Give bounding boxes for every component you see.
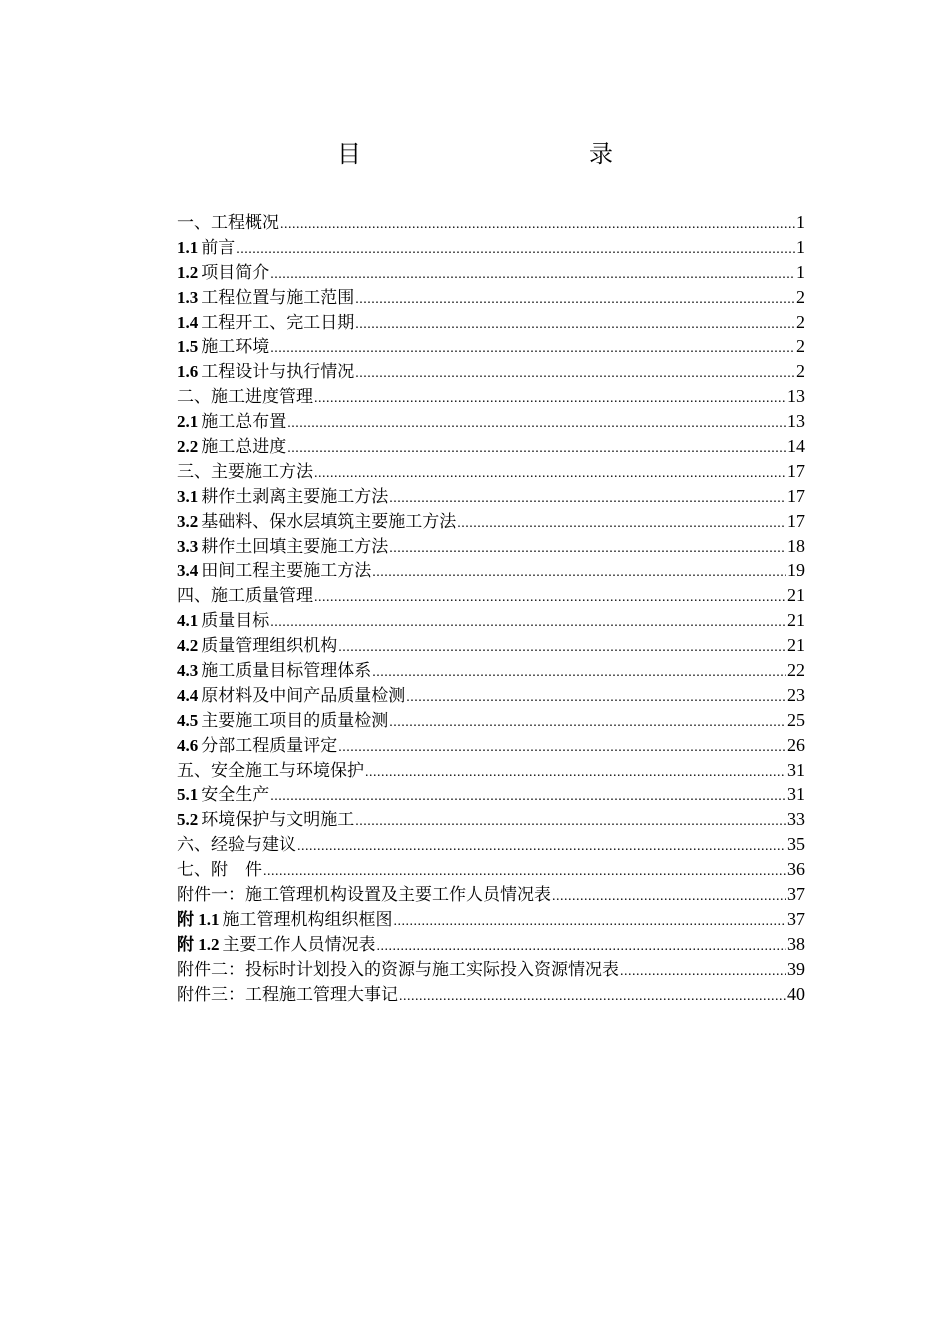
toc-dot-leader	[338, 636, 786, 661]
toc-entry-number: 4.3	[177, 661, 199, 681]
toc-entry-label: 二、施工进度管理	[177, 387, 313, 408]
toc-dot-leader	[263, 860, 786, 885]
toc-entry[interactable]	[177, 434, 805, 459]
toc-dot-leader	[355, 362, 795, 387]
toc-page-number: 1	[796, 261, 805, 282]
toc-entry-label: 主要工作人员情况表	[222, 934, 376, 955]
toc-page-number: 33	[787, 809, 805, 830]
toc-dot-leader	[389, 487, 786, 512]
toc-page-number: 17	[787, 460, 805, 481]
toc-dot-leader	[270, 785, 786, 810]
toc-dot-leader	[355, 288, 795, 313]
toc-entry[interactable]	[177, 359, 805, 384]
toc-entry-label: 工程开工、完工日期	[201, 312, 355, 333]
toc-entry-label: 一、工程概况	[177, 213, 279, 233]
toc-page-number: 39	[787, 958, 805, 979]
toc-entry[interactable]	[177, 459, 805, 484]
toc-dot-leader	[389, 711, 786, 736]
toc-entry[interactable]	[177, 534, 805, 559]
toc-entry-label: 原材料及中间产品质量检测	[201, 685, 406, 706]
toc-dot-leader	[372, 561, 786, 586]
toc-entry[interactable]	[177, 683, 805, 708]
toc-entry[interactable]	[177, 957, 805, 982]
toc-entry-number: 3.2	[177, 511, 199, 531]
toc-page-number: 25	[787, 709, 805, 730]
toc-dot-leader	[389, 537, 786, 562]
toc-entry-number: 2.2	[177, 437, 199, 457]
toc-entry-label: 工程位置与施工范围	[201, 287, 355, 308]
toc-page-number: 37	[787, 884, 805, 905]
toc-dot-leader	[365, 761, 786, 786]
toc-entry[interactable]	[177, 832, 805, 857]
toc-entry-number: 2.1	[177, 412, 199, 432]
toc-entry-number: 1.5	[177, 337, 199, 357]
toc-entry-label: 主要施工项目的质量检测	[201, 710, 389, 731]
toc-entry[interactable]	[177, 558, 805, 583]
toc-page-number: 38	[787, 933, 805, 954]
toc-dot-leader	[270, 611, 786, 636]
toc-dot-leader	[620, 960, 786, 985]
toc-entry-label: 附件二：投标时计划投入的资源与施工实际投入资源情况表	[177, 959, 619, 980]
toc-entry[interactable]	[177, 334, 805, 359]
toc-entry[interactable]	[177, 882, 805, 907]
toc-entry-number: 1.2	[177, 262, 199, 282]
toc-entry-label: 质量管理组织机构	[201, 636, 338, 657]
toc-dot-leader	[314, 462, 786, 487]
toc-entry[interactable]	[177, 857, 805, 882]
toc-page-number: 18	[787, 535, 805, 556]
toc-dot-leader	[552, 885, 786, 910]
toc-page-number: 36	[787, 859, 805, 880]
toc-entry-number: 附 1.1	[177, 909, 220, 929]
toc-entry-label: 施工总布置	[201, 412, 287, 433]
toc-entry-number: 3.3	[177, 536, 199, 556]
toc-entry[interactable]	[177, 310, 805, 335]
toc-dot-leader	[406, 686, 786, 711]
toc-entry[interactable]	[177, 583, 805, 608]
toc-entry-label: 质量目标	[201, 611, 270, 632]
toc-page-number: 23	[787, 684, 805, 705]
toc-page-number: 17	[787, 485, 805, 506]
toc-entry-number: 5.2	[177, 810, 199, 830]
toc-dot-leader	[287, 437, 786, 462]
toc-dot-leader	[314, 586, 786, 611]
toc-entry-number: 5.1	[177, 785, 199, 805]
toc-entry-label: 附件一：施工管理机构设置及主要工作人员情况表	[177, 885, 551, 906]
toc-dot-leader	[236, 238, 795, 263]
toc-entry-label: 田间工程主要施工方法	[201, 561, 372, 582]
toc-entry[interactable]	[177, 982, 805, 1007]
toc-entry-number: 3.1	[177, 486, 199, 506]
toc-entry-label: 项目简介	[201, 262, 270, 283]
toc-entry-number: 4.1	[177, 611, 199, 631]
toc-entry-label: 施工总进度	[201, 437, 287, 458]
toc-entry-number: 4.4	[177, 685, 199, 705]
toc-entry-label: 施工环境	[201, 337, 270, 358]
toc-entry[interactable]	[177, 509, 805, 534]
toc-entry-number: 1.4	[177, 312, 199, 332]
toc-entry-number: 4.5	[177, 710, 199, 730]
toc-dot-leader	[394, 910, 787, 935]
toc-page-number: 13	[787, 386, 805, 407]
toc-entry-label: 附件三：工程施工管理大事记	[177, 984, 398, 1005]
table-of-contents	[177, 210, 805, 1007]
toc-entry-label: 前言	[201, 237, 236, 258]
toc-entry[interactable]	[177, 758, 805, 783]
toc-entry[interactable]	[177, 210, 805, 235]
toc-page-number: 2	[796, 336, 805, 357]
toc-dot-leader	[287, 412, 786, 437]
toc-entry-label: 七、附 件	[177, 860, 262, 881]
toc-entry[interactable]	[177, 235, 805, 260]
toc-entry-label: 安全生产	[201, 785, 270, 806]
toc-page-number: 2	[796, 286, 805, 307]
toc-entry-label: 施工管理机构组织框图	[222, 909, 393, 930]
toc-page-number: 14	[787, 436, 805, 457]
toc-entry[interactable]	[177, 733, 805, 758]
toc-entry-label: 施工质量目标管理体系	[201, 661, 372, 682]
toc-dot-leader	[338, 736, 786, 761]
toc-dot-leader	[270, 263, 795, 288]
toc-entry-label: 四、施工质量管理	[177, 586, 313, 607]
toc-entry[interactable]	[177, 409, 805, 434]
toc-dot-leader	[355, 313, 795, 338]
toc-entry[interactable]	[177, 782, 805, 807]
toc-page-number: 13	[787, 411, 805, 432]
toc-entry[interactable]	[177, 384, 805, 409]
toc-page-number: 1	[796, 212, 805, 232]
toc-entry-label: 环境保护与文明施工	[201, 810, 355, 831]
toc-dot-leader	[297, 835, 786, 860]
toc-dot-leader	[372, 661, 786, 686]
toc-entry[interactable]	[177, 932, 805, 957]
toc-page-number: 19	[787, 560, 805, 581]
toc-page-number: 2	[796, 361, 805, 382]
toc-entry[interactable]	[177, 807, 805, 832]
toc-dot-leader	[399, 985, 786, 1010]
toc-entry-number: 1.3	[177, 287, 199, 307]
toc-entry-label: 三、主要施工方法	[177, 461, 313, 482]
toc-entry[interactable]	[177, 658, 805, 683]
toc-page-number: 26	[787, 734, 805, 755]
toc-entry-label: 工程设计与执行情况	[201, 362, 355, 383]
toc-entry[interactable]	[177, 260, 805, 285]
toc-dot-leader	[457, 512, 786, 537]
toc-entry-label: 五、安全施工与环境保护	[177, 760, 364, 781]
toc-page-number: 17	[787, 510, 805, 531]
toc-entry-number: 1.1	[177, 237, 199, 257]
toc-page-number: 22	[787, 660, 805, 681]
toc-entry[interactable]	[177, 907, 805, 932]
toc-entry[interactable]	[177, 608, 805, 633]
toc-title: 目 录	[337, 140, 673, 168]
toc-page-number: 1	[796, 236, 805, 257]
toc-page-number: 31	[787, 759, 805, 780]
toc-entry-number: 3.4	[177, 561, 199, 581]
toc-page-number: 37	[787, 908, 805, 929]
toc-entry-number: 附 1.2	[177, 934, 220, 954]
toc-entry-number: 4.6	[177, 735, 199, 755]
toc-page-number: 21	[787, 610, 805, 631]
toc-page-number: 40	[787, 983, 805, 1004]
toc-entry[interactable]	[177, 633, 805, 658]
toc-entry-number: 1.6	[177, 362, 199, 382]
toc-entry[interactable]	[177, 484, 805, 509]
toc-dot-leader	[314, 387, 786, 412]
toc-dot-leader	[377, 935, 787, 960]
toc-entry-label: 六、经验与建议	[177, 835, 296, 856]
toc-page-number: 21	[787, 585, 805, 606]
toc-page-number: 2	[796, 311, 805, 332]
toc-entry[interactable]	[177, 708, 805, 733]
toc-entry-label: 耕作土回填主要施工方法	[201, 536, 389, 557]
toc-entry-label: 分部工程质量评定	[201, 735, 338, 756]
toc-entry[interactable]	[177, 285, 805, 310]
toc-dot-leader	[355, 810, 786, 835]
toc-entry-label: 耕作土剥离主要施工方法	[201, 486, 389, 507]
toc-entry-number: 4.2	[177, 636, 199, 656]
toc-dot-leader	[280, 213, 795, 238]
toc-dot-leader	[270, 337, 795, 362]
toc-entry-label: 基础料、保水层填筑主要施工方法	[201, 511, 457, 532]
toc-page-number: 35	[787, 834, 805, 855]
toc-page-number: 21	[787, 635, 805, 656]
toc-page-number: 31	[787, 784, 805, 805]
